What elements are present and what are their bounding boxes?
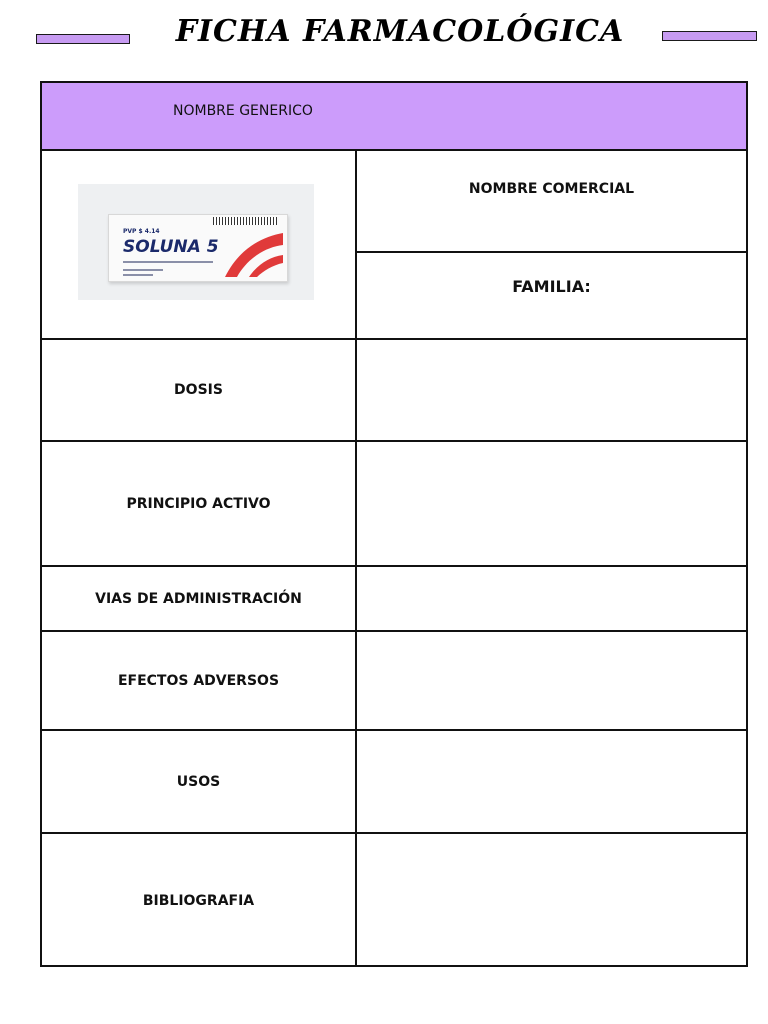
commercial-name-cell: [357, 151, 746, 227]
family-cell: [357, 253, 746, 319]
title-decoration-left: [36, 34, 130, 44]
uses-label: USOS: [176, 773, 221, 790]
active-ingredient-cell: [42, 442, 355, 565]
routes-label: VIAS DE ADMINISTRACIÓN: [95, 590, 302, 607]
dose-label: DOSIS: [174, 382, 223, 398]
commercial-name-label: NOMBRE COMERCIAL: [468, 181, 635, 197]
product-brand-name: SOLUNA: [123, 237, 201, 257]
bibliography-cell: [42, 834, 355, 967]
dose-cell: [42, 340, 355, 440]
page-title: FICHA FARMACOLÓGICA: [175, 14, 625, 49]
bibliography-label: BIBLIOGRAFIA: [142, 892, 255, 909]
generic-name-label: NOMBRE GENERICO: [173, 103, 313, 119]
adverse-effects-cell: [42, 632, 355, 729]
title-decoration-right: [662, 31, 757, 41]
product-fine-print: [123, 269, 163, 271]
active-ingredient-label: PRINCIPIO ACTIVO: [126, 495, 271, 512]
product-swoosh-graphic: [221, 229, 285, 279]
generic-name-row: [42, 83, 746, 149]
adverse-effects-label: EFECTOS ADVERSOS: [117, 672, 280, 689]
medicine-box: [108, 214, 288, 282]
product-fine-print: [123, 274, 153, 276]
product-image: [78, 184, 314, 300]
product-price: PVP $ 4.14: [123, 228, 160, 235]
pharmacology-form-table: [40, 81, 748, 967]
routes-cell: [42, 567, 355, 630]
product-fine-print: [123, 261, 213, 263]
uses-cell: [42, 731, 355, 832]
product-strength: 5: [206, 237, 219, 257]
product-brand: [123, 237, 219, 257]
family-label: FAMILIA:: [512, 276, 591, 296]
barcode: [213, 217, 277, 225]
